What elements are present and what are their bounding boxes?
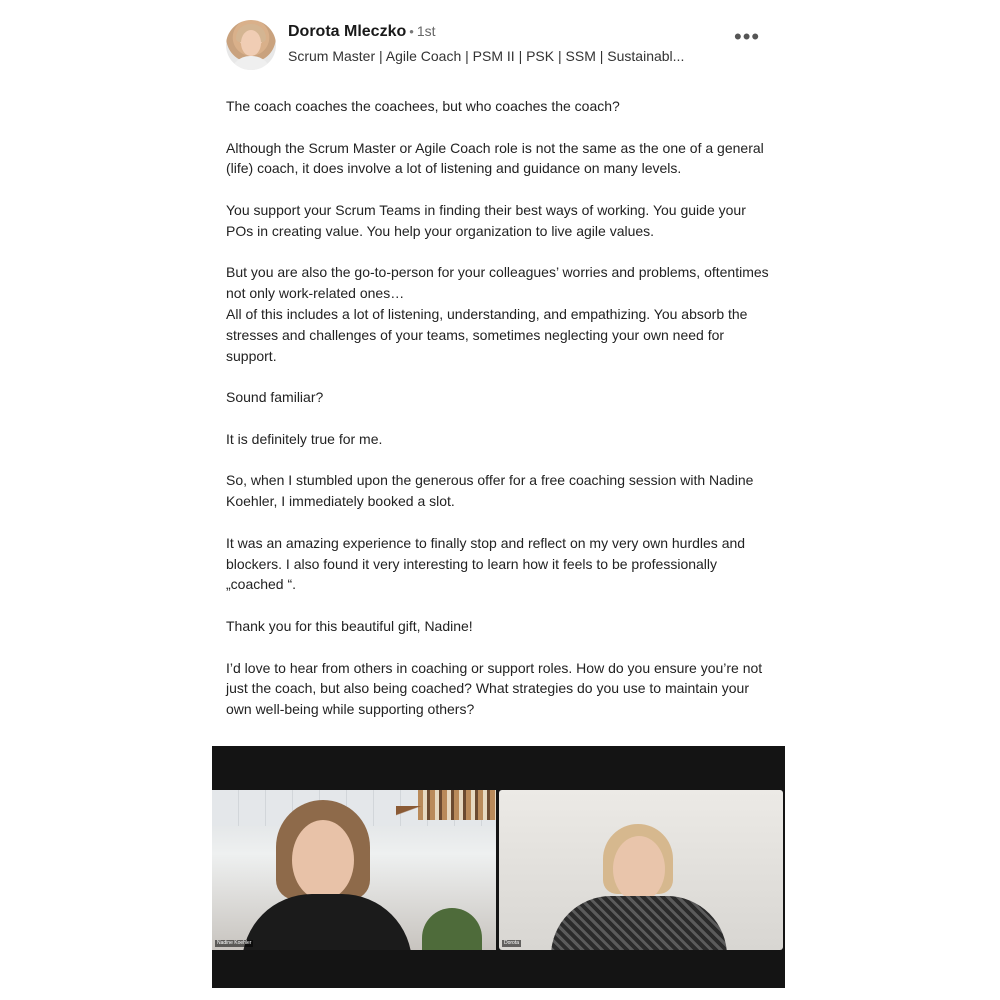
post-paragraph: Although the Scrum Master or Agile Coach role is not the same as the one of a general (life) coach, it does involve a lot of listening and guidance on many levels. <box>226 139 764 177</box>
separator-dot: • <box>409 24 414 39</box>
post-video-image[interactable] <box>212 746 785 988</box>
author-headline: Scrum Master | Agile Coach | PSM II | PSK | SSM | Sustainabl... <box>288 48 685 64</box>
plant <box>422 908 482 950</box>
feed-post <box>212 0 785 1000</box>
participant-name-label: Dorota <box>504 940 520 946</box>
post-paragraph: So, when I stumbled upon the generous offer for a free coaching session with Nadine Koehler, I immediately booked a slot. <box>226 472 754 510</box>
post-header <box>226 18 771 74</box>
post-paragraph: The coach coaches the coachees, but who coaches the coach? <box>226 98 620 114</box>
post-paragraph: Thank you for this beautiful gift, Nadine! <box>226 617 473 634</box>
connection-degree: 1st <box>416 23 436 39</box>
post-paragraph: Sound familiar? <box>226 389 324 406</box>
more-horizontal-icon[interactable]: ••• <box>734 24 761 49</box>
post-paragraph: It was an amazing experience to finally stop and reflect on my very own hurdles and blockers. I also found it very interesting to learn how it feels to be professionally „coached “. <box>226 534 746 593</box>
author-name[interactable]: Dorota Mleczko <box>288 23 407 40</box>
participant-face <box>292 820 354 900</box>
participant-name-label: Nadine Koehler <box>217 940 252 946</box>
post-paragraph: I’d love to hear from others in coaching or support roles. How do you ensure you’re not just the coach, but also being coached? What strategies do you use to maintain your own well-being while supporting others? <box>226 659 763 718</box>
author-name-line <box>288 23 436 41</box>
post-paragraph: It is definitely true for me. <box>226 430 383 447</box>
post-body <box>226 96 774 741</box>
author-avatar[interactable] <box>226 20 276 70</box>
post-paragraph: But you are also the go-to-person for your colleagues’ worries and problems, oftentimes not only work-related ones… All of this includes a lot of listening, understanding, and empathizing. You absorb the stresses and challenges of your teams, sometimes neglecting your own need for support. <box>226 264 769 364</box>
participant-face <box>613 836 665 902</box>
video-tile-right <box>499 790 783 950</box>
video-tile-left <box>212 790 496 950</box>
post-paragraph: You support your Scrum Teams in finding their best ways of working. You guide your POs in creating value. You help your organization to live agile values. <box>226 201 746 239</box>
